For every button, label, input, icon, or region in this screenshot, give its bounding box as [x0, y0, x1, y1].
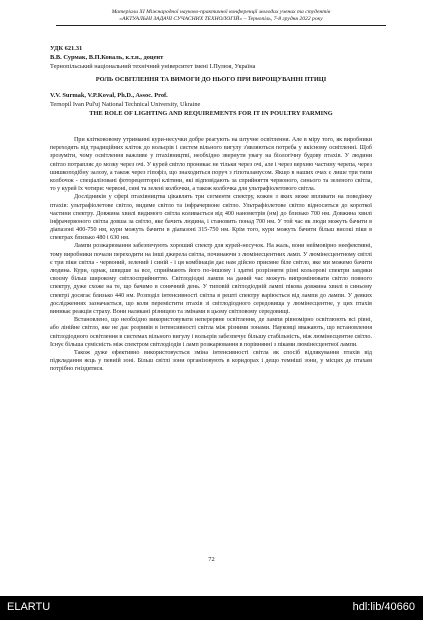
affiliation-ukrainian: Тернопільський національний технічний університет імені І.Пулюя, Україна: [50, 63, 256, 70]
udk-code: УДК 621.31: [50, 45, 83, 52]
authors-ukrainian: В.В. Сурмак, В.П.Коваль, к.т.н., доцент: [50, 54, 164, 61]
conference-line-2: «АКТУАЛЬНІ ЗАДАЧІ СУЧАСНИХ ТЕХНОЛОГІЙ» – Тернопіль, 7-8 грудня 2022 року: [119, 16, 323, 22]
paragraph: Також дуже ефективно використовується зміна інтенсивності світла як спосіб відлякування птахів від підкладання яєць у певній зоні. Більш світлі зони організовують в коридорах і дещо темніші зони, у місцях де птахам потрібно гніздитися.: [50, 349, 372, 373]
paragraph: Дослідників у сфері птахівництва цікавлять три сегменти спектру, кожен з яких може впливати на поведінку птахів: ультрафіолетове світло, видиме світло та інфрачервоне світло. Ультрафіолетове світло відноситься до короткої частини спектру. Довжина хвилі видимого світла коливається від 400 нанометрів (нм) до близько 700 нм. Довжина хвилі інфрачервоного світла довша за світло, яке бачить людина, і становить понад 700 нм. У той час як люди можуть бачити в діапазоні 400-750 нм, кури можуть бачити в діапазоні 315-750 нм. Крім того, кури можуть бачити більш високі піки в спектрах близько 480 і 630 нм.: [50, 194, 372, 242]
authors-english: V.V. Surmak, V.P.Koval, Ph.D., Assoc. Prof.: [50, 92, 168, 99]
conference-header: [56, 9, 386, 26]
affiliation-english: Ternopil Ivan Pul'uj National Technical University, Ukraine: [50, 101, 201, 108]
paragraph: При кліткововому утриманні кури-несучки добре реагують на штучне освітлення. Але в міру того, як виробники переходять від традиційних кліток до вольєрів і систем вільного вигулу з'являються потреба у якісному освітленні. Щоб зрозуміти, чому освітлення важливе у птахівництві, необхідно звернути увагу на біологічну будову птахів. У людини світло потрапляє до мозку через очі. У курей світло проникає не тільки через очі, але і через верхню частину черепа, через шишкоподібну залозу, а також через гіпофіз, що знаходиться поруч з гіпоталамусом. Якщо в наших очах є лише три типи колбочок - спеціалізовані фоторецепторні клітини, які відповідають за сприйняття червоного, синього та зеленого світла, то у курей їх чотири: червоні, сині та зелені колбочки, а також колбочка для ультрафіолетового світла.: [50, 137, 372, 193]
conference-line-1: Матеріали ХІ Міжнародної науково-практичної конференції молодих учених та студентів: [111, 9, 331, 15]
paragraph: Встановлено, що необхідно використовувати неперервне освітлення, де лампи рівномірно освітлюють всі рівні, або лінійне світло, яке не дає розривів в інтенсивності світла між різними зонами. Науковці вважають, що встановлення світлодіодного освітлення в системах вільного вигулу і вольєрів забезпечує більшу стабільність, ніж люмінесцентне світло. Існує більша сумісність між спектром світлодіодів і ламп розжарювання в порівнянні з піками люмінесцентної лампи.: [50, 317, 372, 348]
article-body: [50, 136, 372, 373]
title-ukrainian: РОЛЬ ОСВІТЛЕННЯ ТА ВИМОГИ ДО НЬОГО ПРИ ВИРОЩУВАННІ ПТИЦІ: [95, 76, 327, 83]
repository-footer-bar: [0, 596, 423, 620]
repository-name: ELARTU: [7, 601, 51, 613]
page-number: 72: [208, 556, 215, 563]
handle-identifier: hdl:lib/40660: [352, 601, 415, 613]
title-english: THE ROLE OF LIGHTING AND REQUIREMENTS FOR IT IN POULTRY FARMING: [89, 110, 333, 117]
paragraph: Лампи розжарювання забезпечують хороший спектр для курей-несучок. На жаль, вони неймовірно неефективні, тому виробники почали переходити на інші джерела світла, починаючи з люмінесцентних ламп. У люмінесцентному світлі є три піки світла - червоний, зелений і синій - і ця комбінація дає нам дійсно приємне біле світло, яке ми можемо бачити людина. Кури, однак, швидше за все, сприймають його по-іншому і здатні розрізняти різні кольорові спектри завдяки своєму більш широкому світлосприйняттю. Світлодіодні лампи на даний час можуть випромінювати світло повного спектру, дуже схоже на те, що бачимо в сонячний день. У типовій світлодіодній лампі пікова довжина хвилі в синьому спектрі досягає близько 440 нм. Розподіл інтенсивності світла в решті спектру варіюється від лампи до лампи. У деяких дослідженнях зазначається, що коли перемістити птахів зі світлодіодного середовища у люмінесцентне, у цих птахів виникає реакція страху. Вони налякані різницею та змінами в цьому світловому середовищі.: [50, 243, 372, 315]
